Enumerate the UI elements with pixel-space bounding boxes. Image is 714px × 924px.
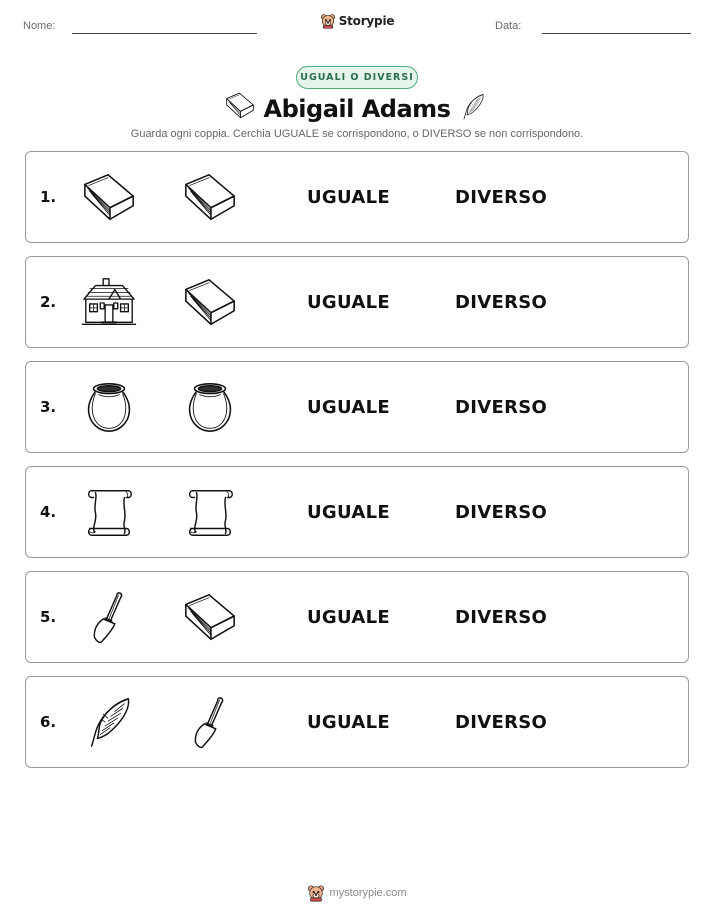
question-row: [25, 676, 689, 768]
question-row: [25, 466, 689, 558]
worksheet-type-badge: UGUALI O DIVERSI: [296, 66, 418, 89]
question-number: 4.: [40, 503, 57, 521]
name-line[interactable]: [72, 33, 257, 34]
book-icon: [80, 170, 138, 226]
question-number: 2.: [40, 293, 57, 311]
pot-icon: [181, 380, 239, 436]
title-row: [0, 91, 714, 127]
footer: [0, 884, 714, 902]
different-option[interactable]: DIVERSO: [455, 606, 548, 628]
same-option[interactable]: UGUALE: [307, 711, 390, 733]
pot-icon: [80, 380, 138, 436]
brand-logo: [0, 13, 714, 29]
question-number: 1.: [40, 188, 57, 206]
question-number: 6.: [40, 713, 57, 731]
different-option[interactable]: DIVERSO: [455, 501, 548, 523]
question-number: 3.: [40, 398, 57, 416]
question-number: 5.: [40, 608, 57, 626]
feather-icon: [80, 695, 138, 751]
scroll-icon: [80, 485, 138, 541]
bear-logo-icon: [320, 13, 336, 29]
different-option[interactable]: DIVERSO: [455, 186, 548, 208]
question-row: [25, 571, 689, 663]
same-option[interactable]: UGUALE: [307, 186, 390, 208]
shovel-icon: [80, 590, 138, 646]
shovel-icon: [181, 695, 239, 751]
book-icon: [181, 275, 239, 331]
book-icon: [224, 91, 256, 121]
date-line[interactable]: [542, 33, 691, 34]
different-option[interactable]: DIVERSO: [455, 396, 548, 418]
book-icon: [181, 170, 239, 226]
same-option[interactable]: UGUALE: [307, 501, 390, 523]
instructions: Guarda ogni coppia. Cerchia UGUALE se corrispondono, o DIVERSO se non corrispondono.: [130, 128, 584, 140]
same-option[interactable]: UGUALE: [307, 291, 390, 313]
different-option[interactable]: DIVERSO: [455, 711, 548, 733]
house-icon: [80, 275, 138, 331]
name-label: Nome:: [23, 20, 56, 32]
different-option[interactable]: DIVERSO: [455, 291, 548, 313]
bear-logo-icon: [307, 884, 325, 902]
date-label: Data:: [495, 20, 522, 32]
question-row: [25, 361, 689, 453]
footer-url[interactable]: mystorypie.com: [329, 887, 407, 899]
same-option[interactable]: UGUALE: [307, 606, 390, 628]
same-option[interactable]: UGUALE: [307, 396, 390, 418]
page-title: Abigail Adams: [263, 95, 451, 123]
feather-icon: [458, 91, 488, 123]
question-row: [25, 256, 689, 348]
book-icon: [181, 590, 239, 646]
brand-name: Storypie: [338, 14, 395, 28]
question-row: [25, 151, 689, 243]
scroll-icon: [181, 485, 239, 541]
